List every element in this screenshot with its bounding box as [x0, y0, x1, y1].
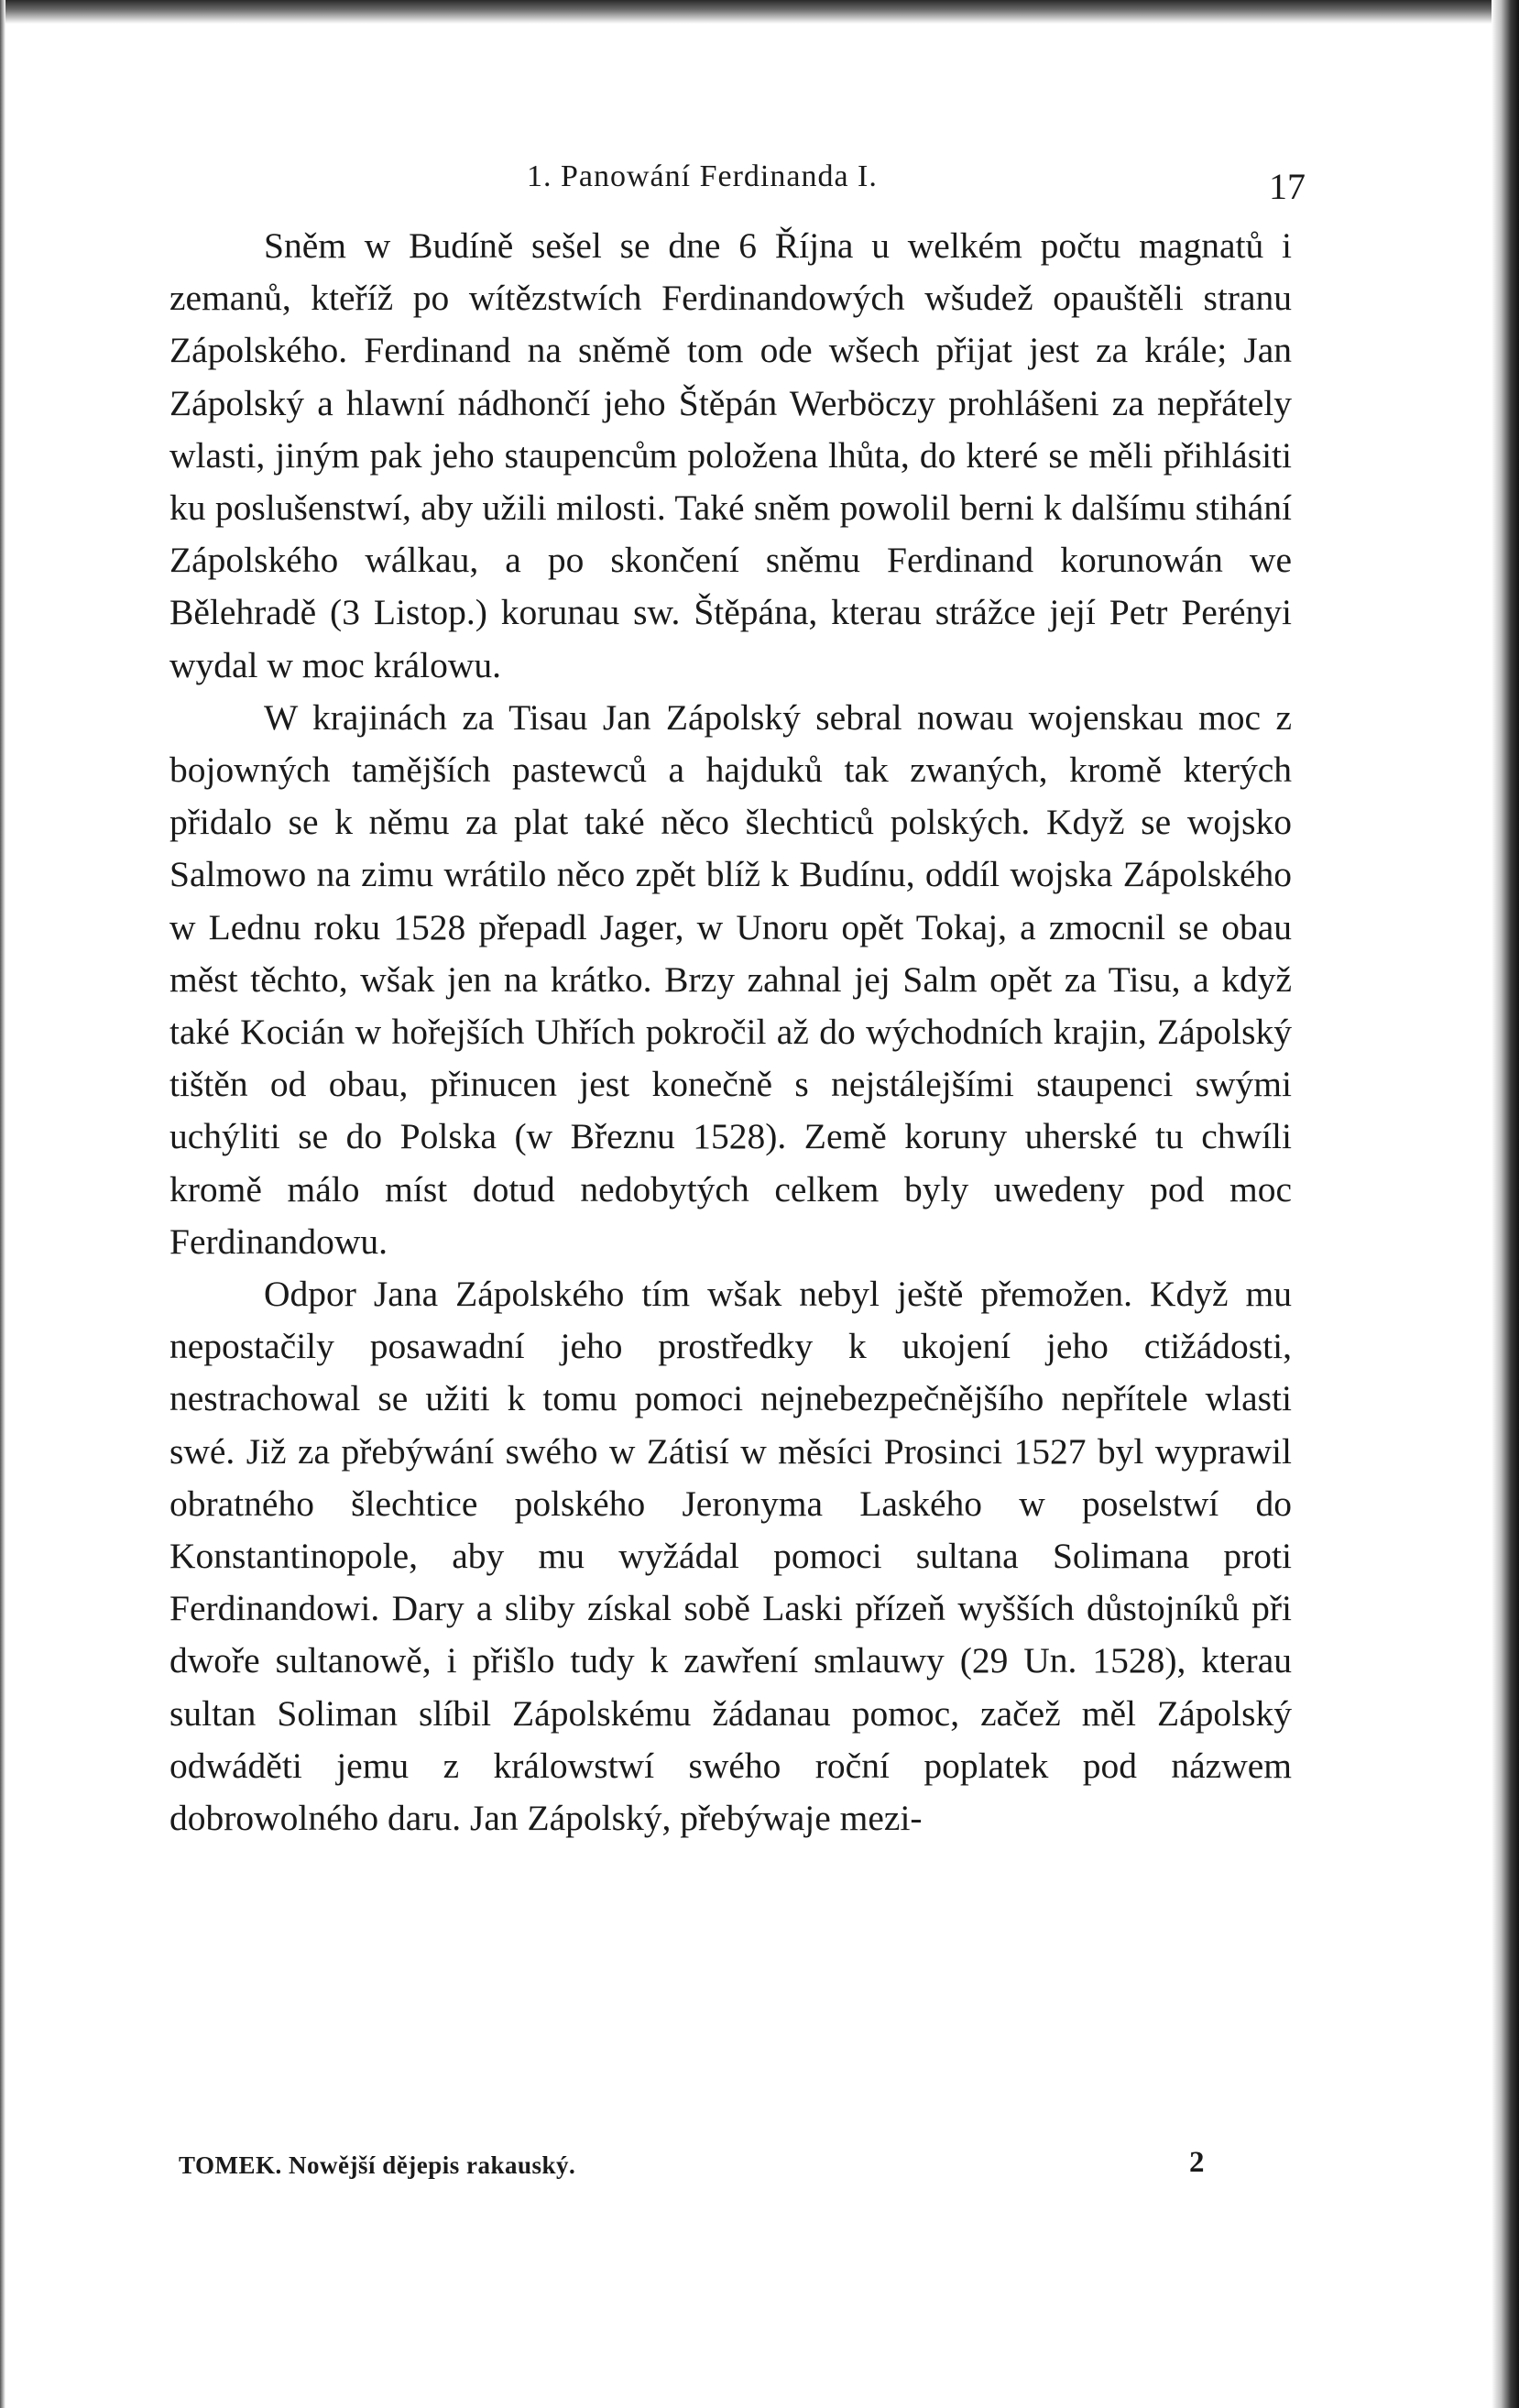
book-page	[169, 137, 1306, 2179]
body-text	[169, 220, 1292, 1844]
running-head	[169, 137, 1306, 211]
scan-left-edge	[0, 0, 5, 2408]
page-number: 17	[1269, 166, 1306, 207]
paragraph-2: W krajinách za Tisau Jan Zápolský sebral nowau wojenskau moc z bojowných tamějších pastewců a hajduků tak zwaných, kromě kterých přidalo se k němu za plat také něco šlechticů polských. Když se wojsko Salmowo na zimu wrátilo něco zpět blíž k Budínu, oddíl wojska Zápolského w Lednu roku 1528 přepadl Jager, w Unoru opět Tokaj, a zmocnil se obau měst těchto, wšak jen na krátko. Brzy zahnal jej Salm opět za Tisu, a když také Kocián w hořejších Uhřích pokročil až do wýchodních krajin, Zápolský tištěn od obau, přinucen jest konečně s nejstálejšími staupenci swými uchýliti se do Polska (w Březnu 1528). Země koruny uherské tu chwíli kromě málo míst dotud nedobytých celkem byly uwedeny pod moc Ferdinandowu.	[169, 696, 1292, 1262]
paragraph-1: Sněm w Budíně sešel se dne 6 Října u welkém počtu magnatů i zemanů, kteříž po wítězstwích Ferdinandowých wšudež opauštěli stranu Zápolského. Ferdinand na sněmě tom ode wšech přijat jest za krále; Jan Zápolský a hlawní nádhončí jeho Štěpán Werböczy prohlášeni za nepřátely wlasti, jiným pak jeho staupencům položena lhůta, do které se měli přihlásiti ku poslušenstwí, aby užili milosti. Také sněm powolil berni k dalšímu stihání Zápolského wálkau, a po skončení sněmu Ferdinand korunowán we Bělehradě (3 Listop.) korunau sw. Štěpána, kterau strážce její Petr Perényi wydal w moc králowu.	[169, 225, 1292, 685]
signature-mark: 2	[1189, 2146, 1205, 2179]
scan-right-edge	[1492, 0, 1519, 2408]
signature-line: TOMEK. Nowější dějepis rakauský.	[179, 2151, 576, 2179]
paragraph-3: Odpor Jana Zápolského tím wšak nebyl ještě přemožen. Když mu nepostačily posawadní jeho prostředky k ukojení jeho ctižádosti, nestrachowal se užiti k tomu pomoci nejnebezpečnějšího nepřítele wlasti swé. Již za přebýwání swého w Zátisí w měsíci Prosinci 1527 byl wyprawil obratného šlechtice polského Jeronyma Laského w poselstwí do Konstantinopole, aby mu wyžádal pomoci sultana Solimana proti Ferdinandowi. Dary a sliby získal sobě Laski přízeň wyšších důstojníků při dwoře sultanowě, i přišlo tudy k zawření smlauwy (29 Un. 1528), kterau sultan Soliman slíbil Zápolskému žádanau pomoc, začež měl Zápolský odwáděti jemu z králowstwí swého roční poplatek pod názwem dobrowolného daru. Jan Zápolský, přebýwaje mezi-	[169, 1274, 1292, 1839]
scan-top-edge	[0, 0, 1519, 24]
footer	[179, 2146, 1205, 2180]
running-title: 1. Panowání Ferdinanda I.	[527, 159, 878, 193]
